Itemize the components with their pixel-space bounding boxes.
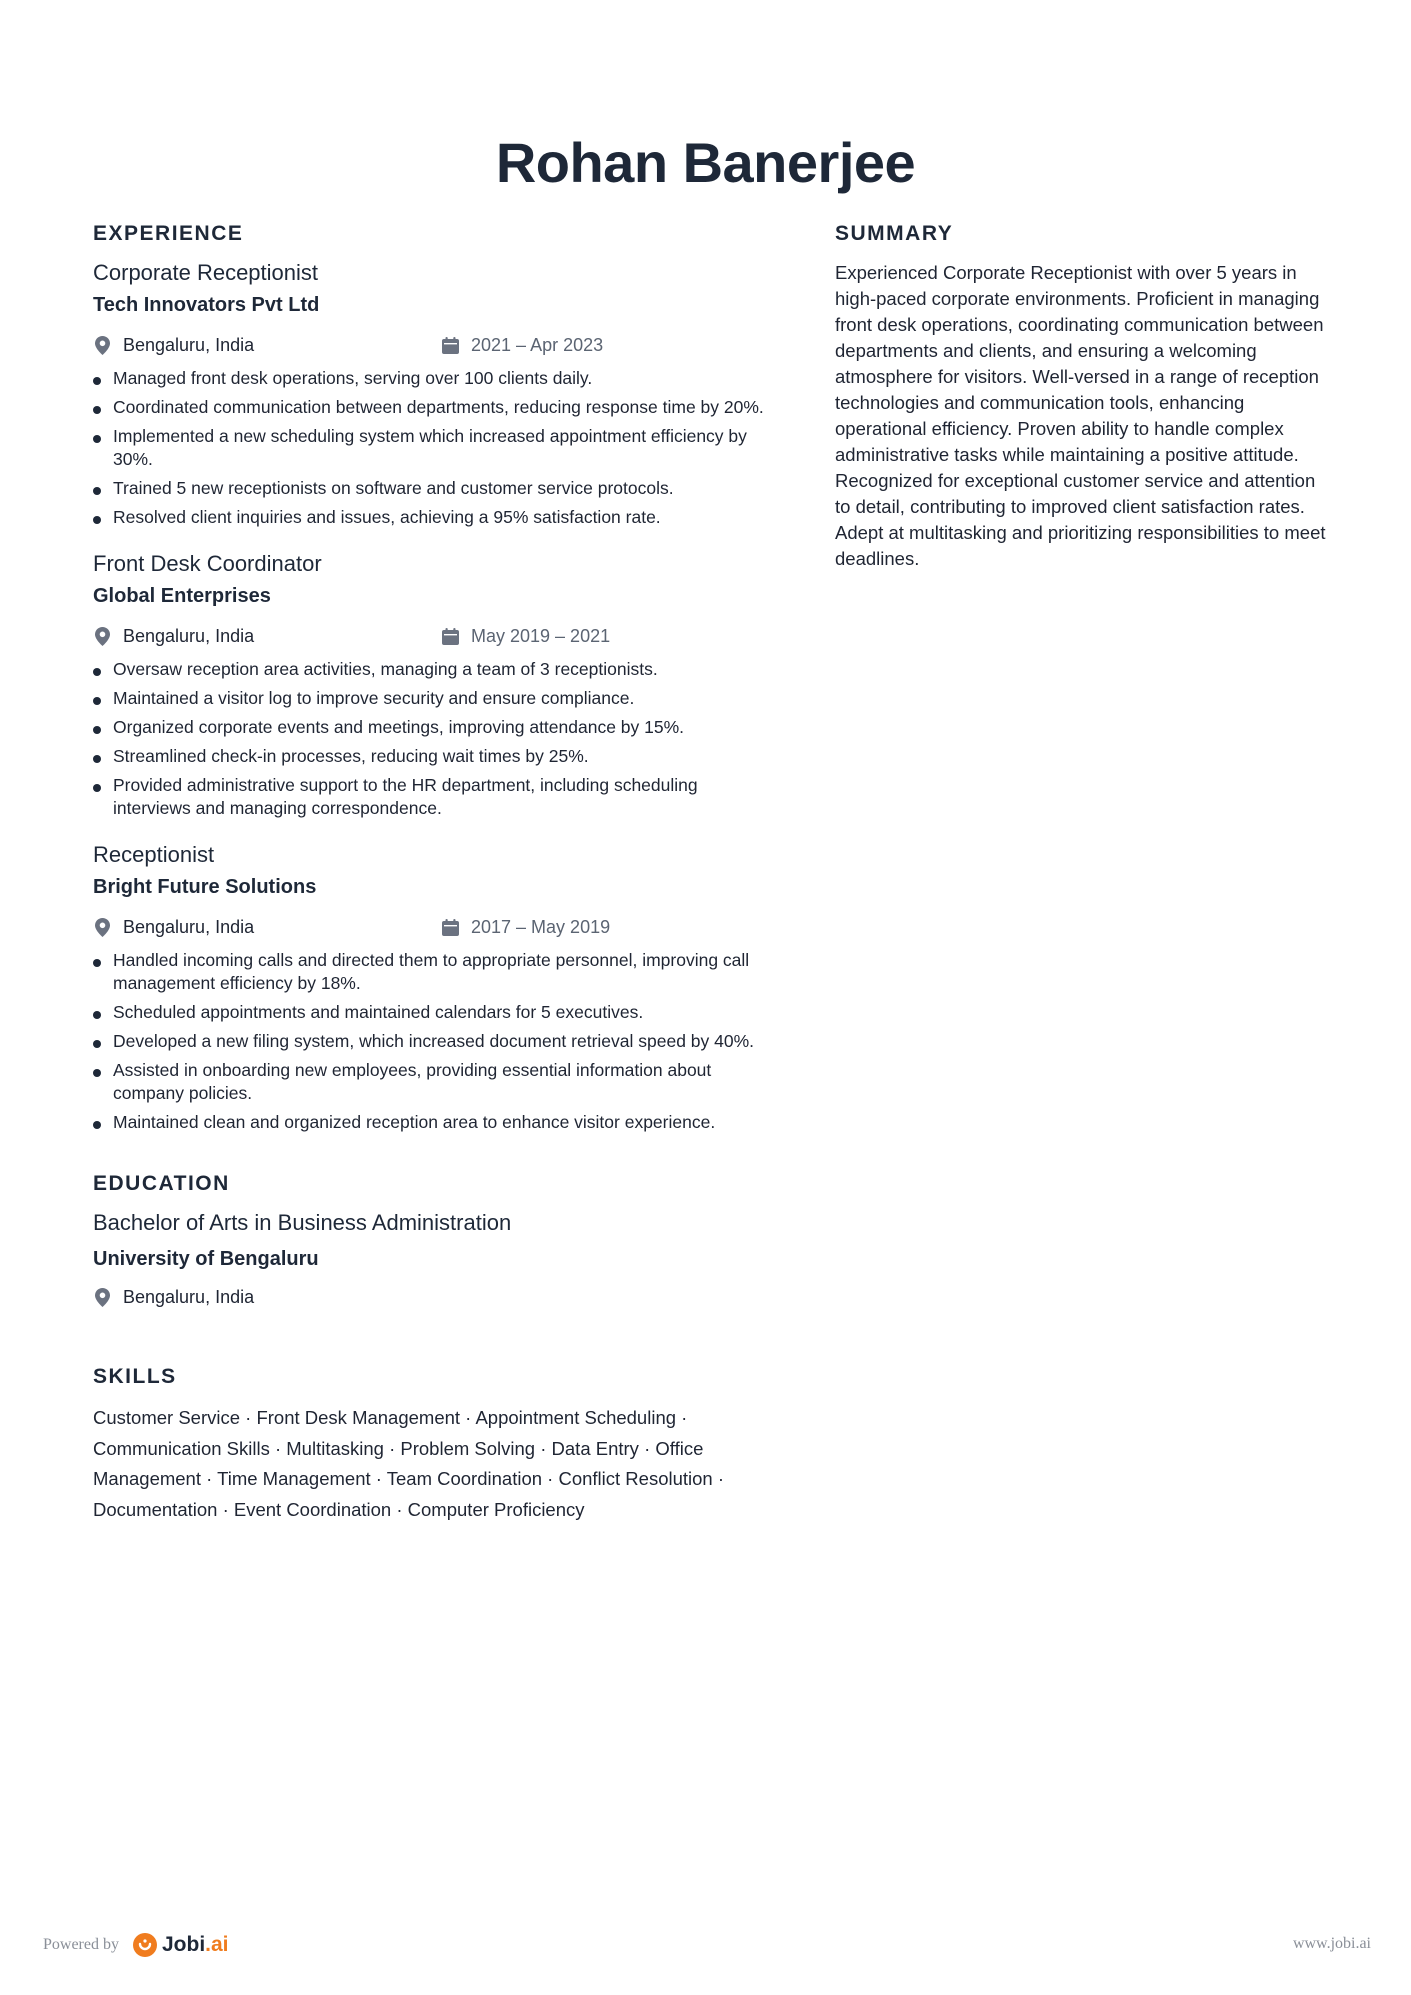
skills-heading: SKILLS [93, 1365, 177, 1388]
list-item: Maintained a visitor log to improve security and ensure compliance. [93, 687, 773, 710]
calendar-icon [441, 626, 459, 646]
job-dates [441, 626, 610, 647]
map-pin-icon [93, 1287, 111, 1307]
education-heading: EDUCATION [93, 1172, 230, 1195]
summary-text: Experienced Corporate Receptionist with over 5 years in high-paced corporate environments. Proficient in managing front desk operations, coordinating communication between departments and clients, and ensuring a welcoming atmosphere for visitors. Well-versed in a range of reception technologies and communication tools, enhancing operational efficiency. Proven ability to handle complex administrative tasks while maintaining a positive attitude. Recognized for exceptional customer service and attention to detail, contributing to improved client satisfaction rates. Adept at multitasking and prioritizing responsibilities to meet deadlines. [835, 262, 1326, 569]
job-dates-text: 2021 – Apr 2023 [471, 334, 604, 355]
job-title: Corporate Receptionist [93, 260, 319, 285]
education-location [93, 1287, 441, 1308]
job-company: Bright Future Solutions [93, 876, 317, 898]
list-item: Trained 5 new receptionists on software and customer service protocols. [93, 477, 773, 500]
list-item: Oversaw reception area activities, managing a team of 3 receptionists. [93, 658, 773, 681]
job-title: Front Desk Coordinator [93, 551, 322, 576]
job-company: Global Enterprises [93, 585, 271, 607]
jobi-logo[interactable] [133, 1933, 229, 1957]
education-school: University of Bengaluru [93, 1248, 319, 1270]
job-location [93, 626, 441, 647]
job-dates [441, 335, 603, 356]
experience-heading: EXPERIENCE [93, 222, 244, 245]
calendar-icon [441, 917, 459, 937]
list-item: Provided administrative support to the HR department, including scheduling interviews and managing correspondence. [93, 774, 773, 820]
list-item: Managed front desk operations, serving over 100 clients daily. [93, 367, 773, 390]
list-item: Developed a new filing system, which increased document retrieval speed by 40%. [93, 1030, 773, 1053]
job-location-text: Bengaluru, India [123, 334, 255, 355]
education-location-text: Bengaluru, India [123, 1286, 255, 1307]
powered-by-label: Powered by [43, 1936, 119, 1953]
map-pin-icon [93, 335, 111, 355]
job-entry [93, 260, 773, 529]
list-item: Maintained clean and organized reception area to enhance visitor experience. [93, 1111, 773, 1134]
job-achievements [93, 949, 773, 1134]
job-company: Tech Innovators Pvt Ltd [93, 294, 320, 316]
job-location [93, 917, 441, 938]
education-entry [93, 1210, 773, 1309]
job-achievements [93, 367, 773, 529]
right-column [835, 222, 1335, 572]
job-title: Receptionist [93, 842, 215, 867]
job-location [93, 335, 441, 356]
map-pin-icon [93, 917, 111, 937]
candidate-name: Rohan Banerjee [495, 131, 916, 194]
list-item: Organized corporate events and meetings, improving attendance by 15%. [93, 716, 773, 739]
summary-heading: SUMMARY [835, 222, 954, 245]
jobi-logo-icon [133, 1933, 157, 1957]
job-meta [93, 333, 773, 357]
job-meta [93, 915, 773, 939]
job-location-text: Bengaluru, India [123, 625, 255, 646]
map-pin-icon [93, 626, 111, 646]
skills-list: Customer Service · Front Desk Management · Appointment Scheduling · Communication Skills · Multitasking · Problem Solving · Data Entry · Office Management · Time Management · Team Coordination · Conflict Resolution · Documentation · Event Coordination · Computer Proficiency [93, 1407, 725, 1520]
footer-branding [43, 1933, 229, 1957]
job-achievements [93, 658, 773, 820]
job-entry [93, 551, 773, 820]
left-column [93, 222, 773, 1525]
list-item: Coordinated communication between departments, reducing response time by 20%. [93, 396, 773, 419]
list-item: Assisted in onboarding new employees, providing essential information about company policies. [93, 1059, 773, 1105]
list-item: Handled incoming calls and directed them to appropriate personnel, improving call management efficiency by 18%. [93, 949, 773, 995]
job-meta [93, 624, 773, 648]
education-meta [93, 1285, 773, 1309]
jobi-logo-text: Jobi.ai [161, 1933, 229, 1956]
job-dates-text: 2017 – May 2019 [471, 916, 611, 937]
list-item: Streamlined check-in processes, reducing wait times by 25%. [93, 745, 773, 768]
job-location-text: Bengaluru, India [123, 916, 255, 937]
list-item: Implemented a new scheduling system which increased appointment efficiency by 30%. [93, 425, 773, 471]
list-item: Resolved client inquiries and issues, achieving a 95% satisfaction rate. [93, 506, 773, 529]
list-item: Scheduled appointments and maintained calendars for 5 executives. [93, 1001, 773, 1024]
calendar-icon [441, 335, 459, 355]
job-entry [93, 842, 773, 1134]
job-dates-text: May 2019 – 2021 [471, 625, 611, 646]
education-degree: Bachelor of Arts in Business Administration [93, 1210, 512, 1235]
job-dates [441, 917, 610, 938]
footer-website-link[interactable]: www.jobi.ai [1292, 1935, 1371, 1952]
